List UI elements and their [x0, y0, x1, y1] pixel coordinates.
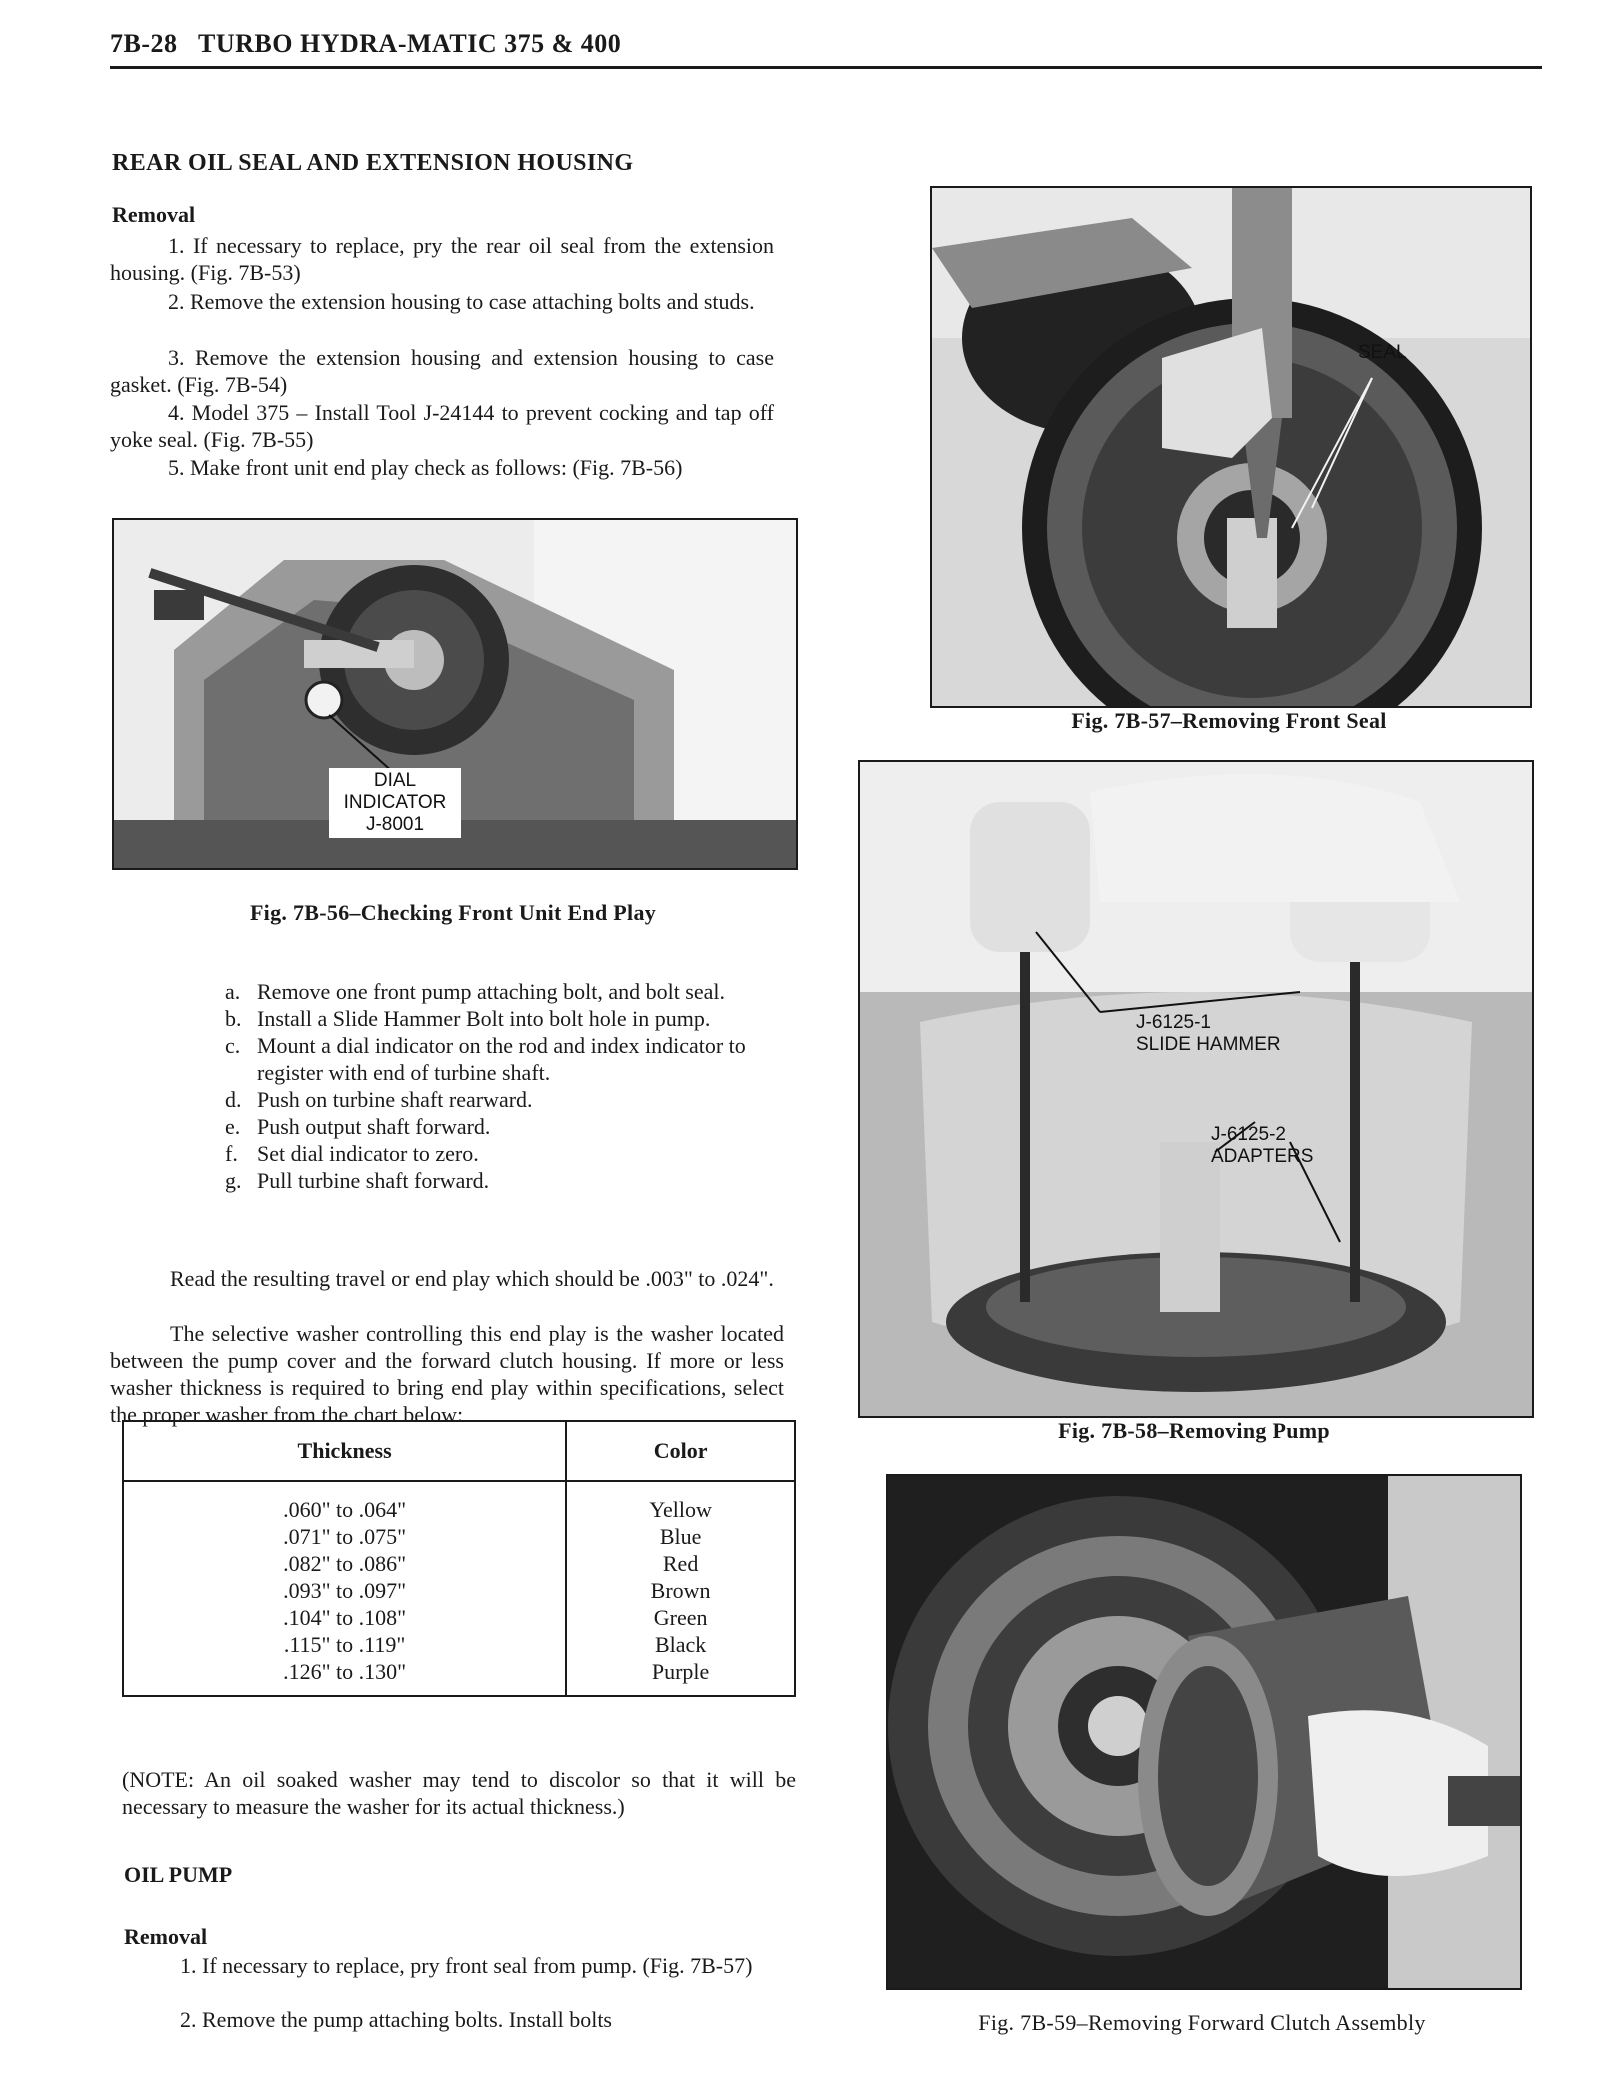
table-row [123, 1577, 795, 1604]
step-label: c. [225, 1033, 241, 1058]
removal-step-5: 5. Make front unit end play check as follows: (Fig. 7B-56) [168, 455, 683, 480]
table-header-row [123, 1421, 795, 1481]
removal-heading: Removal [112, 202, 196, 227]
page-number: 7B-28 [110, 29, 178, 58]
end-play-paragraph: Read the resulting travel or end play which should be .003" to .024". [170, 1266, 774, 1291]
end-play-step [175, 1140, 795, 1167]
page-header [110, 26, 1542, 69]
step-label: f. [225, 1141, 238, 1166]
figure-7b-56-caption: Fig. 7B-56–Checking Front Unit End Play [249, 900, 657, 925]
removal-step-2: 2. Remove the extension housing to case attaching bolts and studs. [168, 289, 755, 314]
front-seal-removal-illustration [932, 188, 1530, 706]
step-label: g. [225, 1168, 242, 1193]
oil-pump-step-1: 1. If necessary to replace, pry front seal from pump. (Fig. 7B-57) [180, 1953, 753, 1978]
washer-thickness-table [122, 1420, 796, 1697]
table-row [123, 1631, 795, 1658]
end-play-step [175, 1086, 795, 1113]
figure-7b-57-photo [930, 186, 1532, 708]
figure-7b-58-photo [858, 760, 1534, 1418]
color-cell: Green [566, 1604, 795, 1631]
table-row [123, 1604, 795, 1631]
thickness-cell: .060" to .064" [283, 1497, 407, 1522]
step-text: Mount a dial indicator on the rod and index indicator to register with end of turbine shaft. [257, 1033, 746, 1085]
seal-callout: SEAL [1358, 342, 1407, 363]
figure-7b-58-caption: Fig. 7B-58–Removing Pump [1058, 1418, 1330, 1443]
end-play-step [175, 978, 795, 1005]
color-cell: Brown [566, 1577, 795, 1604]
thickness-cell: .082" to .086" [283, 1551, 407, 1576]
table-row [123, 1550, 795, 1577]
section-title: REAR OIL SEAL AND EXTENSION HOUSING [112, 150, 634, 176]
figure-7b-59-caption: Fig. 7B-59–Removing Forward Clutch Assembly [978, 2010, 1426, 2035]
step-text: Remove one front pump attaching bolt, and bolt seal. [257, 979, 726, 1004]
thickness-header: Thickness [123, 1421, 566, 1481]
color-cell: Blue [566, 1523, 795, 1550]
forward-clutch-illustration [888, 1476, 1520, 1988]
adapters-callout: J-6125-2 ADAPTERS [1211, 1124, 1314, 1167]
selective-washer-paragraph: The selective washer controlling this end play is the washer located between the pump cover and the forward clutch housing. If more or less washer thickness is required to bring end play within specifications, select the proper washer from the chart below: [110, 1321, 784, 1427]
end-play-step [175, 1167, 795, 1194]
step-label: e. [225, 1114, 241, 1139]
step-label: d. [225, 1087, 242, 1112]
pump-removal-illustration [860, 762, 1532, 1416]
slide-hammer-callout: J-6125-1 SLIDE HAMMER [1136, 1012, 1281, 1055]
step-label: b. [225, 1006, 242, 1031]
color-cell: Purple [566, 1658, 795, 1696]
thickness-cell: .115" to .119" [283, 1632, 406, 1657]
thickness-cell: .093" to .097" [283, 1578, 407, 1603]
step-text: Set dial indicator to zero. [257, 1141, 479, 1166]
oil-pump-title: OIL PUMP [124, 1862, 233, 1887]
thickness-cell: .104" to .108" [283, 1605, 407, 1630]
removal-step-3: 3. Remove the extension housing and extension housing to case gasket. (Fig. 7B-54) [110, 345, 774, 397]
step-text: Push on turbine shaft rearward. [257, 1087, 533, 1112]
step-text: Push output shaft forward. [257, 1114, 491, 1139]
removal-step-4: 4. Model 375 – Install Tool J-24144 to prevent cocking and tap off yoke seal. (Fig. 7B-55) [110, 400, 774, 452]
oil-pump-step-2: 2. Remove the pump attaching bolts. Install bolts [180, 2007, 612, 2032]
color-cell: Red [566, 1550, 795, 1577]
step-text: Pull turbine shaft forward. [257, 1168, 490, 1193]
table-row [123, 1658, 795, 1696]
dial-indicator-callout: DIAL INDICATOR J-8001 [329, 768, 461, 838]
end-play-steps [175, 978, 795, 1194]
thickness-cell: .071" to .075" [283, 1524, 407, 1549]
figure-7b-57-caption: Fig. 7B-57–Removing Front Seal [1071, 708, 1387, 733]
figure-7b-59-photo [886, 1474, 1522, 1990]
end-play-step [175, 1113, 795, 1140]
table-row [123, 1523, 795, 1550]
color-cell: Yellow [566, 1481, 795, 1523]
thickness-cell: .126" to .130" [283, 1659, 407, 1684]
removal-step-1: 1. If necessary to replace, pry the rear oil seal from the extension housing. (Fig. 7B-53) [110, 233, 774, 285]
page-title: TURBO HYDRA-MATIC 375 & 400 [198, 29, 622, 58]
note-paragraph: (NOTE: An oil soaked washer may tend to discolor so that it will be necessary to measure the washer for its actual thickness.) [122, 1767, 796, 1819]
end-play-step [175, 1032, 795, 1086]
figure-7b-56-photo [112, 518, 798, 870]
end-play-step [175, 1005, 795, 1032]
table-row [123, 1481, 795, 1523]
color-cell: Black [566, 1631, 795, 1658]
step-label: a. [225, 979, 241, 1004]
color-header: Color [566, 1421, 795, 1481]
step-text: Install a Slide Hammer Bolt into bolt hole in pump. [257, 1006, 711, 1031]
oil-pump-removal-heading: Removal [124, 1924, 208, 1949]
